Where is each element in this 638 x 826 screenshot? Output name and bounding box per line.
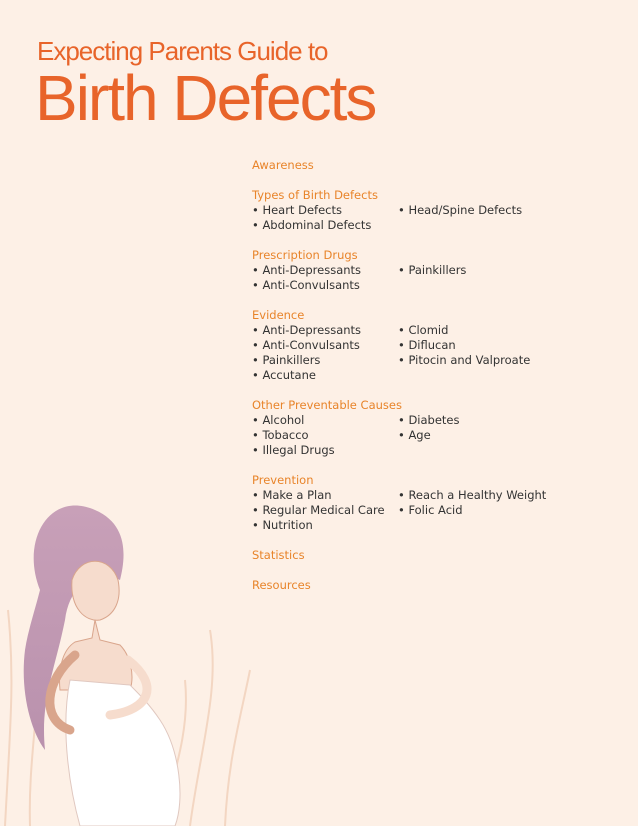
- section-title-causes[interactable]: Other Preventable Causes: [252, 398, 402, 412]
- list-item: • Anti-Depressants: [252, 323, 362, 337]
- section-title-types[interactable]: Types of Birth Defects: [252, 188, 378, 202]
- bullet-list: [252, 413, 622, 458]
- list-item: • Heart Defects: [252, 203, 342, 217]
- bullet-list: [252, 323, 622, 383]
- list-item: • Anti-Convulsants: [252, 338, 360, 352]
- list-item: • Clomid: [398, 323, 449, 337]
- list-item: • Accutane: [252, 368, 316, 382]
- list-item: • Illegal Drugs: [252, 443, 335, 457]
- list-item: • Painkillers: [398, 263, 467, 277]
- section-title-statistics[interactable]: Statistics: [252, 548, 305, 562]
- list-item: • Anti-Convulsants: [252, 278, 360, 292]
- toc-section-types: [252, 188, 622, 233]
- list-item: • Diflucan: [398, 338, 456, 352]
- list-item: • Pitocin and Valproate: [398, 353, 531, 367]
- section-title-drugs[interactable]: Prescription Drugs: [252, 248, 358, 262]
- list-item: • Alcohol: [252, 413, 305, 427]
- list-item: • Regular Medical Care: [252, 503, 385, 517]
- table-of-contents: [252, 158, 622, 608]
- list-item: • Abdominal Defects: [252, 218, 372, 232]
- list-item: • Anti-Depressants: [252, 263, 362, 277]
- list-item: • Nutrition: [252, 518, 313, 532]
- section-title-evidence[interactable]: Evidence: [252, 308, 305, 322]
- list-item: • Painkillers: [252, 353, 321, 367]
- bullet-list: [252, 263, 622, 293]
- list-item: • Head/Spine Defects: [398, 203, 523, 217]
- toc-section-resources: [252, 578, 622, 593]
- toc-section-prevention: [252, 473, 622, 533]
- list-item: • Diabetes: [398, 413, 460, 427]
- toc-section-evidence: [252, 308, 622, 383]
- list-item: • Tobacco: [252, 428, 309, 442]
- toc-section-statistics: [252, 548, 622, 563]
- list-item: • Make a Plan: [252, 488, 332, 502]
- page-title: Birth Defects: [35, 62, 376, 134]
- bullet-list: [252, 203, 622, 233]
- list-item: • Age: [398, 428, 431, 442]
- section-title-resources[interactable]: Resources: [252, 578, 311, 592]
- guide-subtitle: Expecting Parents Guide to: [37, 36, 328, 66]
- toc-section-drugs: [252, 248, 622, 293]
- bullet-list: [252, 488, 622, 533]
- section-title-awareness[interactable]: Awareness: [252, 158, 314, 172]
- section-title-prevention[interactable]: Prevention: [252, 473, 314, 487]
- list-item: • Folic Acid: [398, 503, 463, 517]
- list-item: • Reach a Healthy Weight: [398, 488, 547, 502]
- toc-section-awareness: [252, 158, 622, 173]
- pregnant-woman-illustration: [0, 430, 260, 826]
- toc-section-causes: [252, 398, 622, 458]
